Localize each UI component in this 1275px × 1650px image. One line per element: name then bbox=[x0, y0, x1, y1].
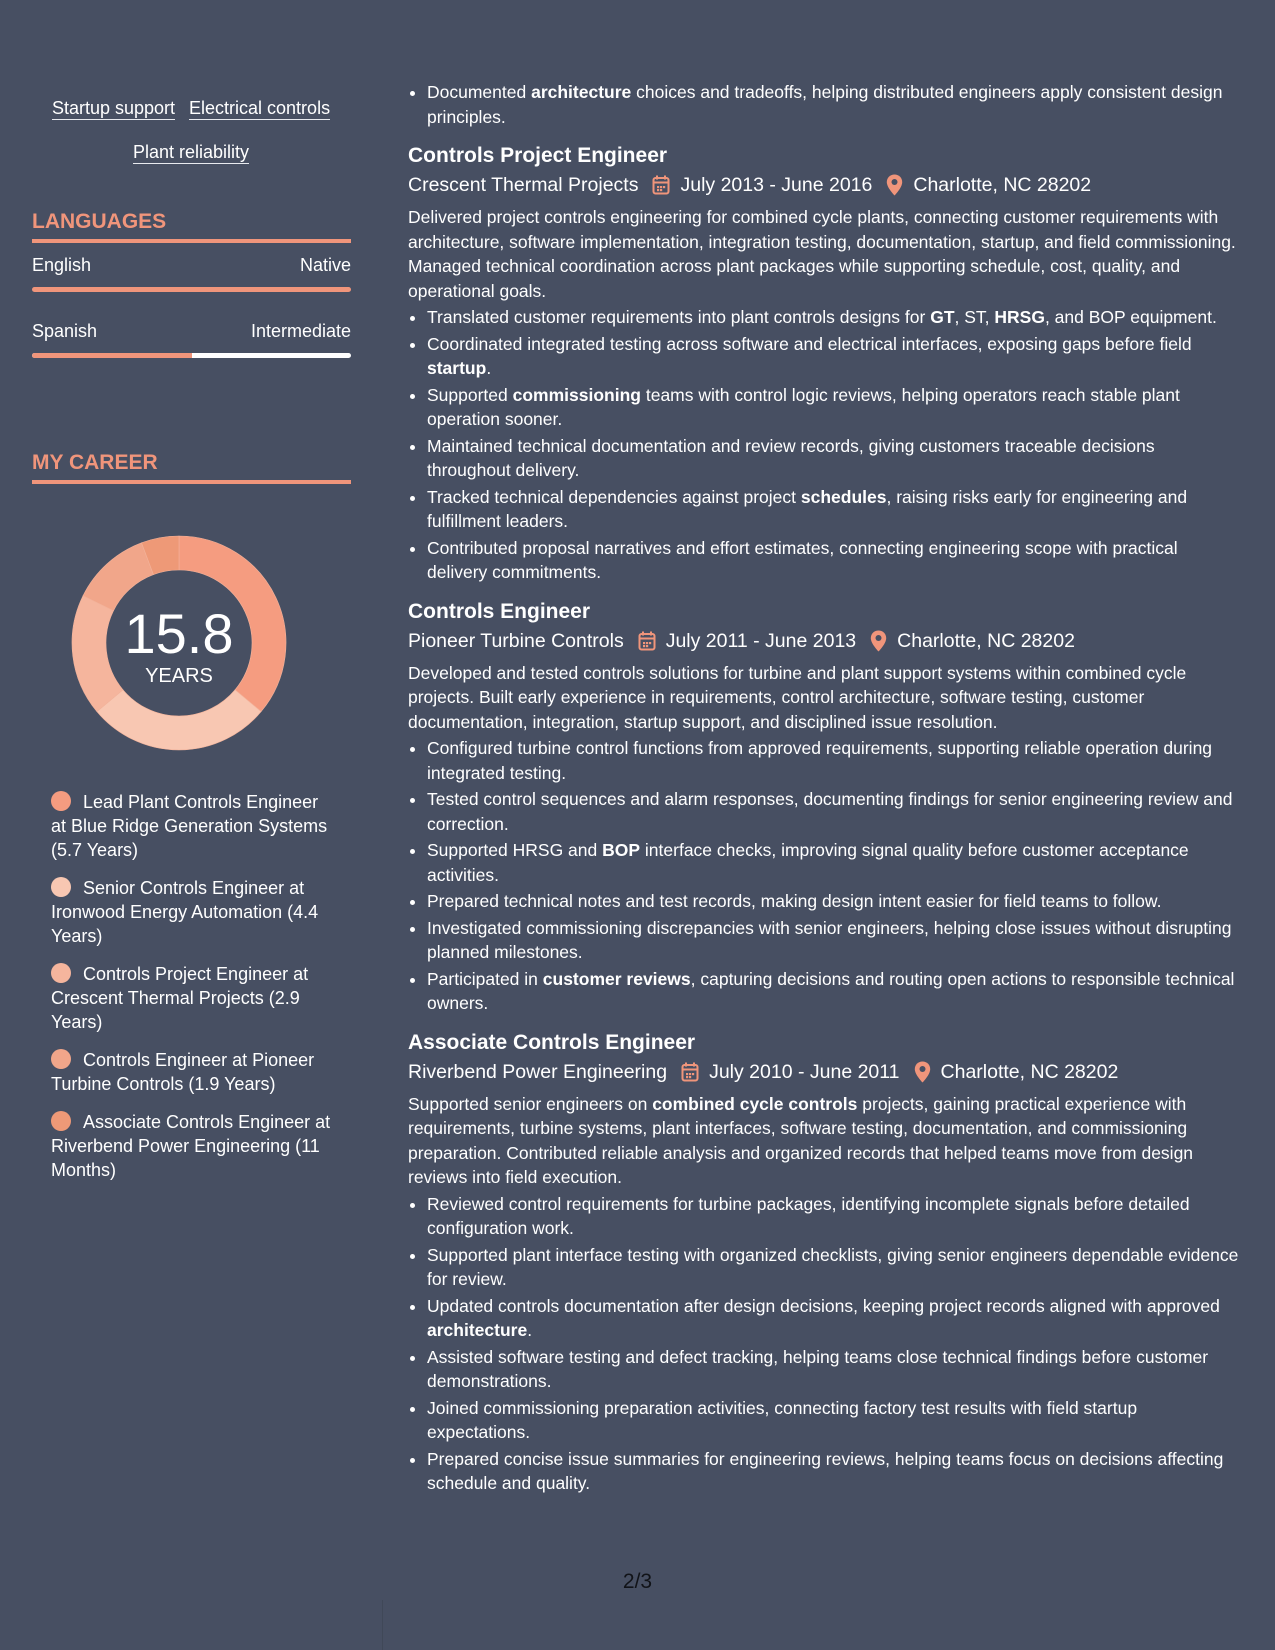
calendar-icon bbox=[652, 175, 670, 195]
experience-bullet: • Assisted software testing and defect tracking, helping teams close technical findings before customer demonstrations. bbox=[427, 1345, 1240, 1394]
language-spanish bbox=[32, 321, 351, 358]
job-entry bbox=[408, 1028, 1240, 1496]
experience-bullet: • Updated controls documentation after design decisions, keeping project records aligned with approved architecture. bbox=[427, 1294, 1240, 1343]
skill-tags bbox=[32, 86, 350, 174]
job-bullets bbox=[408, 305, 1240, 585]
company-name: Crescent Thermal Projects bbox=[408, 174, 639, 196]
experience-bullet: • Coordinated integrated testing across software and electrical interfaces, exposing gaps before field startup. bbox=[427, 332, 1240, 381]
job-description: Supported senior engineers on combined cycle controls projects, gaining practical experience with requirements, turbine systems, plant interfaces, software testing, documentation, and commissioning preparation. Contributed reliable analysis and organized records that helped teams move from design reviews into field execution. bbox=[408, 1093, 1194, 1187]
experience-bullet: • Maintained technical documentation and review records, giving customers traceable decisions throughout delivery. bbox=[427, 434, 1240, 483]
donut-segment bbox=[83, 543, 153, 611]
legend-dot bbox=[51, 963, 71, 983]
job-list bbox=[408, 141, 1240, 1496]
language-name: Spanish bbox=[32, 321, 98, 341]
language-english bbox=[32, 255, 351, 292]
experience-bullet: • Configured turbine control functions from approved requirements, supporting reliable operation during integrated testing. bbox=[427, 736, 1240, 785]
job-dates: July 2010 - June 2011 bbox=[709, 1060, 900, 1083]
job-title: Controls Engineer bbox=[408, 599, 591, 623]
calendar-icon bbox=[638, 631, 656, 651]
experience-section bbox=[408, 80, 1240, 1498]
experience-bullet: • Tested control sequences and alarm responses, documenting findings for senior engineering review and correction. bbox=[427, 787, 1240, 836]
experience-bullet: • Supported plant interface testing with organized checklists, giving senior engineers dependable evidence for review. bbox=[427, 1243, 1240, 1292]
calendar-icon bbox=[681, 1062, 699, 1082]
donut-segment bbox=[97, 690, 261, 750]
language-level: Intermediate bbox=[250, 321, 351, 341]
job-location: Charlotte, NC 28202 bbox=[913, 174, 1092, 196]
job-bullets bbox=[408, 1192, 1240, 1496]
experience-bullet: • Contributed proposal narratives and effort estimates, connecting engineering scope with practical delivery commitments. bbox=[427, 536, 1240, 585]
experience-bullet: • Tracked technical dependencies against project schedules, raising risks early for engineering and fulfillment leaders. bbox=[427, 485, 1240, 534]
company-name: Pioneer Turbine Controls bbox=[408, 629, 624, 652]
career-legend bbox=[51, 790, 336, 1196]
experience-bullet: • Investigated commissioning discrepancies with senior engineers, helping close issues without disrupting planned milestones. bbox=[427, 916, 1240, 965]
company-name: Riverbend Power Engineering bbox=[408, 1060, 668, 1083]
map-pin-icon bbox=[870, 630, 887, 652]
sidebar bbox=[0, 0, 382, 1650]
career-total-value: 15.8 bbox=[124, 602, 234, 665]
donut-segment bbox=[72, 596, 123, 712]
job-location: Charlotte, NC 28202 bbox=[897, 629, 1075, 652]
experience-bullet: • Participated in customer reviews, capturing decisions and routing open actions to responsible technical owners. bbox=[427, 967, 1240, 1016]
language-name: English bbox=[32, 255, 92, 275]
job-meta bbox=[408, 627, 1240, 655]
experience-bullet: • Prepared concise issue summaries for engineering reviews, helping teams focus on decisions affecting schedule and quality. bbox=[427, 1447, 1240, 1496]
job-title: Associate Controls Engineer bbox=[408, 1030, 696, 1054]
job-dates: July 2011 - June 2013 bbox=[665, 629, 857, 652]
languages-heading: LANGUAGES bbox=[32, 210, 351, 243]
experience-bullet: • Prepared technical notes and test records, making design intent easier for field teams to follow. bbox=[427, 889, 1240, 914]
experience-bullet: • Translated customer requirements into plant controls designs for GT, ST, HRSG, and BOP equipment. bbox=[427, 305, 1240, 330]
career-legend-item: Senior Controls Engineer at Ironwood Energy Automation (4.4 Years) bbox=[51, 878, 319, 946]
career-total-unit: YEARS bbox=[145, 665, 213, 687]
experience-bullet: • Joined commissioning preparation activities, connecting factory test results with field startup expectations. bbox=[427, 1396, 1240, 1445]
job-meta bbox=[408, 1058, 1240, 1086]
skill-tag: Electrical controls bbox=[189, 98, 331, 118]
experience-bullet: • Supported HRSG and BOP interface checks, improving signal quality before customer acceptance activities. bbox=[427, 838, 1240, 887]
column-divider bbox=[382, 1600, 383, 1650]
job-meta bbox=[408, 171, 1240, 199]
job-location: Charlotte, NC 28202 bbox=[940, 1060, 1119, 1083]
skill-tag: Plant reliability bbox=[132, 142, 250, 162]
map-pin-icon bbox=[914, 1061, 931, 1083]
career-legend-item: Associate Controls Engineer at Riverbend Power Engineering (11 Months) bbox=[51, 1112, 331, 1180]
continued-bullets bbox=[408, 80, 1240, 129]
job-description: Delivered project controls engineering for combined cycle plants, connecting customer requirements with architecture, software implementation, integration testing, documentation, startup, and field commissioning. Managed technical coordination across plant packages while supporting schedule, cost, quality, and operational goals. bbox=[408, 207, 1236, 301]
job-dates: July 2013 - June 2016 bbox=[680, 174, 873, 196]
skill-tag: Startup support bbox=[51, 98, 176, 118]
career-heading: MY CAREER bbox=[32, 451, 351, 484]
language-proficiency-bar bbox=[32, 353, 351, 358]
experience-bullet: • Reviewed control requirements for turbine packages, identifying incomplete signals before detailed configuration work. bbox=[427, 1192, 1240, 1241]
experience-bullet: • Documented architecture choices and tradeoffs, helping distributed engineers apply consistent design principles. bbox=[427, 80, 1240, 129]
language-level: Native bbox=[299, 255, 351, 275]
career-legend-item: Controls Project Engineer at Crescent Thermal Projects (2.9 Years) bbox=[51, 964, 309, 1032]
job-title: Controls Project Engineer bbox=[408, 144, 668, 167]
job-description: Developed and tested controls solutions for turbine and plant support systems within combined cycle projects. Built early experience in requirements, control architecture, software testing, customer documentation, integration, startup support, and disciplined issue resolution. bbox=[408, 662, 1187, 732]
experience-bullet: • Supported commissioning teams with control logic reviews, helping operators reach stable plant operation sooner. bbox=[427, 383, 1240, 432]
legend-dot bbox=[51, 791, 71, 811]
language-proficiency-bar bbox=[32, 287, 351, 292]
job-entry bbox=[408, 141, 1240, 585]
legend-dot bbox=[51, 1111, 71, 1131]
job-entry bbox=[408, 597, 1240, 1016]
career-legend-item: Lead Plant Controls Engineer at Blue Ridge Generation Systems (5.7 Years) bbox=[51, 792, 328, 860]
career-legend-item: Controls Engineer at Pioneer Turbine Controls (1.9 Years) bbox=[51, 1050, 315, 1094]
legend-dot bbox=[51, 1049, 71, 1069]
map-pin-icon bbox=[886, 174, 903, 196]
page-number: 2/3 bbox=[622, 1570, 653, 1593]
job-bullets bbox=[408, 736, 1240, 1016]
legend-dot bbox=[51, 877, 71, 897]
career-donut-chart bbox=[66, 530, 292, 756]
